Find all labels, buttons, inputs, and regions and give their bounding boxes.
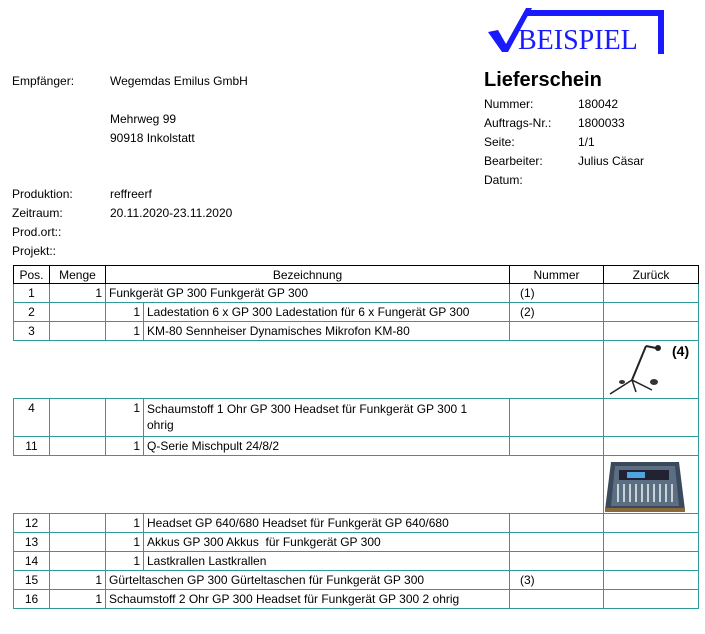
header-menge: Menge [50, 266, 106, 284]
cell-pos: 2 [14, 303, 50, 322]
field-value: 1/1 [578, 135, 595, 149]
table-row [14, 399, 699, 437]
cell-bezeichnung: Ladestation 6 x GP 300 Ladestation für 6 x Fungerät GP 300 [144, 303, 510, 322]
cell-zurueck [604, 303, 699, 322]
cell-pos: 14 [14, 552, 50, 571]
table-row [14, 552, 699, 571]
cell-bezeichnung: Q-Serie Mischpult 24/8/2 [144, 437, 510, 456]
document-title: Lieferschein [484, 69, 602, 91]
cell-zurueck [604, 284, 699, 303]
svg-text:BEISPIEL: BEISPIEL [518, 25, 638, 56]
cell-pos: 12 [14, 514, 50, 533]
cell-sub-menge: 1 [106, 399, 144, 437]
field-label: Datum: [484, 173, 523, 187]
cell-bezeichnung: KM-80 Sennheiser Dynamisches Mikrofon KM-80 [144, 322, 510, 341]
produktion-value: reffreerf [110, 187, 152, 201]
cell-sub-menge: 1 [106, 514, 144, 533]
table-row [14, 284, 699, 303]
cell-nummer: (2) [510, 303, 604, 322]
cell-menge [50, 552, 106, 571]
table-row [14, 322, 699, 341]
header-zurueck: Zurück [604, 266, 699, 284]
cell-pos: 13 [14, 533, 50, 552]
cell-menge [50, 514, 106, 533]
zeitraum-value: 20.11.2020-23.11.2020 [110, 206, 233, 220]
cell-menge: 1 [50, 571, 106, 590]
cell-zurueck [604, 322, 699, 341]
cell-zurueck [604, 571, 699, 590]
cell-sub-menge: 1 [106, 437, 144, 456]
prodort-label: Prod.ort:: [12, 225, 62, 239]
cell-menge: 1 [50, 590, 106, 609]
table-row [14, 437, 699, 456]
cell-bezeichnung: Akkus GP 300 Akkus für Funkgerät GP 300 [144, 533, 510, 552]
cell-pos: 3 [14, 322, 50, 341]
recipient-name: Wegemdas Emilus GmbH [110, 74, 248, 88]
cell-zurueck [604, 399, 699, 437]
cell-zurueck [604, 437, 699, 456]
cell-pos: 11 [14, 437, 50, 456]
table-row [14, 590, 699, 609]
table-row [14, 571, 699, 590]
items-table [13, 265, 699, 609]
cell-bezeichnung-line1: Schaumstoff 1 Ohr GP 300 Headset für Funkgerät GP 300 1 [147, 402, 468, 416]
field-value: Julius Cäsar [578, 154, 645, 168]
cell-nummer: (1) [510, 284, 604, 303]
cell-menge [50, 437, 106, 456]
cell-menge [50, 322, 106, 341]
field-label: Auftrags-Nr.: [484, 116, 552, 130]
cell-sub-menge: 1 [106, 533, 144, 552]
header-nummer: Nummer [510, 266, 604, 284]
produktion-label: Produktion: [12, 187, 73, 201]
cell-sub-menge: 1 [106, 552, 144, 571]
mixer-image-cell [604, 456, 699, 514]
cell-nummer [510, 590, 604, 609]
table-row [14, 514, 699, 533]
table-row [14, 533, 699, 552]
recipient-label: Empfänger: [12, 74, 75, 88]
cell-bezeichnung: Gürteltaschen GP 300 Gürteltaschen für Funkgerät GP 300 [106, 571, 510, 590]
image-row [14, 456, 699, 514]
field-label: Seite: [484, 135, 515, 149]
cell-zurueck [604, 552, 699, 571]
cell-pos: 16 [14, 590, 50, 609]
cell-menge [50, 399, 106, 437]
cell-pos: 1 [14, 284, 50, 303]
mic-image-cell [604, 341, 699, 399]
zeitraum-label: Zeitraum: [12, 206, 63, 220]
cell-bezeichnung [144, 399, 510, 437]
field-value: 1800033 [578, 116, 625, 130]
cell-sub-menge: 1 [106, 322, 144, 341]
cell-sub-menge: 1 [106, 303, 144, 322]
cell-pos: 4 [14, 399, 50, 437]
mic-image-mark: (4) [672, 343, 690, 359]
cell-zurueck [604, 533, 699, 552]
table-row [14, 303, 699, 322]
cell-bezeichnung: Funkgerät GP 300 Funkgerät GP 300 [106, 284, 510, 303]
cell-menge [50, 533, 106, 552]
field-label: Nummer: [484, 97, 534, 111]
recipient-city: 90918 Inkolstatt [110, 131, 195, 145]
recipient-street: Mehrweg 99 [110, 112, 177, 126]
table-header [14, 266, 699, 284]
cell-nummer [510, 399, 604, 437]
field-label: Bearbeiter: [484, 154, 543, 168]
header-pos: Pos. [14, 266, 50, 284]
field-value: 180042 [578, 97, 619, 111]
cell-nummer [510, 514, 604, 533]
cell-bezeichnung-line2: ohrig [147, 418, 174, 432]
cell-pos: 15 [14, 571, 50, 590]
cell-menge [50, 303, 106, 322]
beispiel-logo [486, 6, 666, 56]
cell-nummer [510, 437, 604, 456]
cell-nummer [510, 552, 604, 571]
cell-nummer [510, 322, 604, 341]
cell-nummer [510, 533, 604, 552]
cell-bezeichnung: Headset GP 640/680 Headset für Funkgerät GP 640/680 [144, 514, 510, 533]
cell-nummer: (3) [510, 571, 604, 590]
cell-zurueck [604, 514, 699, 533]
cell-bezeichnung: Lastkrallen Lastkrallen [144, 552, 510, 571]
mixing-console-icon [605, 458, 685, 512]
cell-menge: 1 [50, 284, 106, 303]
header-bezeichnung: Bezeichnung [106, 266, 510, 284]
microphone-stand-icon [606, 342, 666, 397]
image-row [14, 341, 699, 399]
cell-bezeichnung: Schaumstoff 2 Ohr GP 300 Headset für Funkgerät GP 300 2 ohrig [106, 590, 510, 609]
projekt-label: Projekt:: [12, 244, 57, 258]
cell-zurueck [604, 590, 699, 609]
